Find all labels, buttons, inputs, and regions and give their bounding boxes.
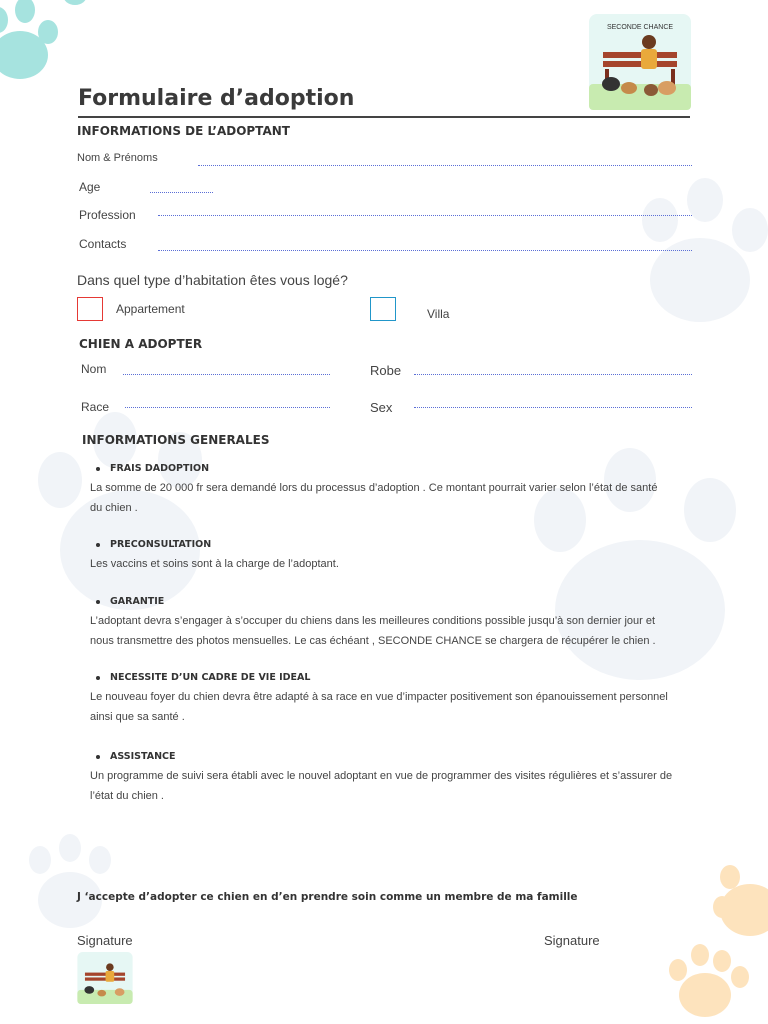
dog-section-title: CHIEN A ADOPTER — [79, 337, 203, 351]
adopter-section-title: INFORMATIONS DE L’ADOPTANT — [77, 124, 290, 138]
paw-print-icon — [660, 865, 768, 1024]
paragraph-line: Un programme de suivi sera établi avec le nouvel adoptant en vue de programmer des visites régulières et s’assurer de — [90, 770, 673, 782]
signature-left-label: Signature — [77, 933, 133, 948]
breed-label: Race — [81, 400, 110, 414]
paw-print-icon — [620, 160, 768, 360]
seconde-chance-logo — [589, 14, 691, 110]
apartment-label: Appartement — [116, 302, 185, 316]
adoption-fee-title: FRAIS DADOPTION — [110, 463, 210, 474]
sex-label: Sex — [370, 400, 393, 415]
bullet-icon — [96, 676, 100, 680]
paragraph-line: ainsi que sa santé . — [90, 711, 185, 723]
name-field[interactable] — [198, 165, 692, 166]
contacts-label: Contacts — [79, 237, 127, 251]
page-title: Formulaire d’adoption — [78, 86, 355, 111]
paragraph-line: L’adoptant devra s’engager à s’occuper du chiens dans les meilleures conditions possible jusqu’à son dernier jour et — [90, 615, 656, 627]
sex-field[interactable] — [414, 407, 692, 408]
logo-text: SECONDE CHANCE — [606, 24, 674, 31]
preconsultation-text — [90, 554, 706, 574]
dog-name-label: Nom — [81, 362, 107, 376]
guarantee-title: GARANTIE — [110, 596, 165, 607]
profession-field[interactable] — [158, 215, 692, 216]
adoption-fee-text — [90, 478, 706, 518]
paragraph-line: du chien . — [90, 502, 138, 514]
living-environment-text — [90, 687, 706, 727]
paragraph-line: La somme de 20 000 fr sera demandé lors du processus d’adoption . Ce montant pourrait varier selon l’état de santé — [90, 482, 658, 494]
seconde-chance-logo-small — [77, 952, 133, 1004]
paragraph-line: l’état du chien . — [90, 790, 164, 802]
bullet-icon — [96, 600, 100, 604]
title-underline — [78, 116, 690, 118]
dog-name-field[interactable] — [123, 374, 330, 375]
signature-right-label: Signature — [544, 933, 600, 948]
bullet-icon — [96, 755, 100, 759]
guarantee-text — [90, 611, 706, 651]
profession-label: Profession — [79, 208, 136, 222]
villa-label: Villa — [427, 307, 450, 321]
acceptance-statement: J ‘accepte d’adopter ce chien en d’en prendre soin comme un membre de ma famille — [77, 891, 578, 903]
paragraph-line: nous transmettre des photos mensuelles. Le cas échéant , SECONDE CHANCE se chargera de récupérer le chien . — [90, 635, 656, 647]
paw-print-icon — [500, 380, 768, 700]
paw-print-icon — [0, 0, 100, 140]
housing-question: Dans quel type d’habitation êtes vous logé? — [77, 272, 348, 288]
name-label: Nom & Prénoms — [77, 152, 158, 164]
bullet-icon — [96, 543, 100, 547]
coat-field[interactable] — [414, 374, 692, 375]
assistance-title: ASSISTANCE — [110, 751, 176, 762]
bullet-icon — [96, 467, 100, 471]
apartment-checkbox[interactable] — [77, 297, 103, 321]
preconsultation-title: PRECONSULTATION — [110, 539, 212, 550]
age-field[interactable] — [150, 192, 213, 193]
paragraph-line: Les vaccins et soins sont à la charge de l’adoptant. — [90, 558, 339, 570]
paragraph-line: Le nouveau foyer du chien devra être adapté à sa race en vue d’impacter positivement son épanouissement personnel — [90, 691, 668, 703]
living-environment-title: NECESSITE D’UN CADRE DE VIE IDEAL — [110, 672, 311, 683]
contacts-field[interactable] — [158, 250, 692, 251]
paw-print-icon — [20, 820, 120, 940]
general-section-title: INFORMATIONS GENERALES — [82, 433, 270, 447]
assistance-text — [90, 766, 706, 806]
age-label: Age — [79, 180, 101, 194]
coat-label: Robe — [370, 363, 402, 378]
villa-checkbox[interactable] — [370, 297, 396, 321]
breed-field[interactable] — [125, 407, 330, 408]
